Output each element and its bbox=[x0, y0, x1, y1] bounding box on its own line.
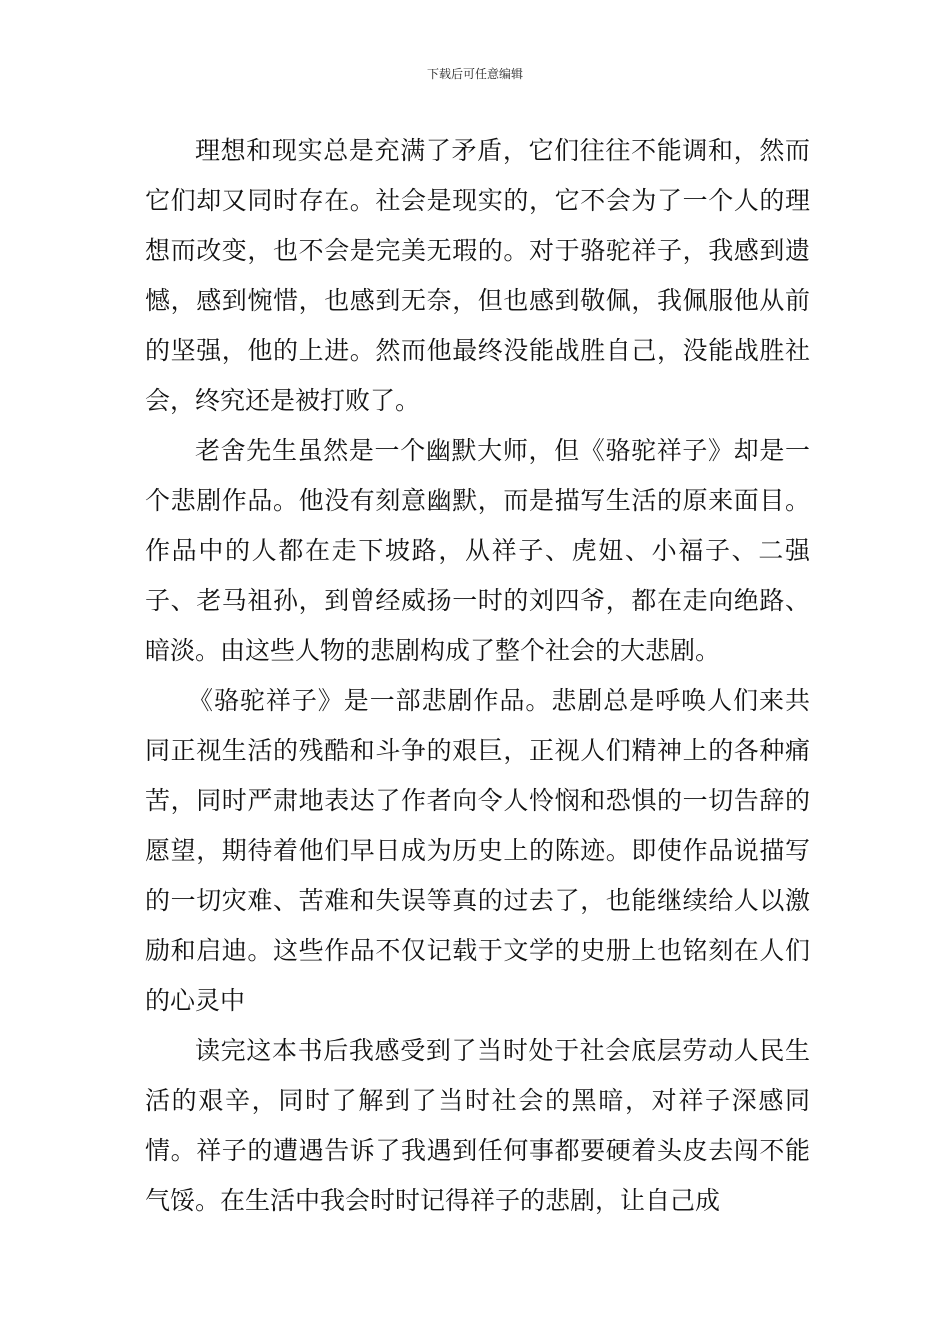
page-header: 下载后可任意编辑 bbox=[426, 67, 523, 81]
document-body bbox=[145, 126, 810, 1226]
paragraph-3: 《骆驼祥子》是一部悲剧作品。悲剧总是呼唤人们来共同正视生活的残酷和斗争的艰巨，正视人们精神上的各种痛苦，同时严肃地表达了作者向令人怜悯和恐惧的一切告辞的愿望，期待着他们早日成为历史上的陈迹。即使作品说描写的一切灾难、苦难和失误等真的过去了，也能继续给人以激励和启迪。这些作品不仅记载于文学的史册上也铭刻在人们的心灵中 bbox=[145, 686, 810, 1015]
paragraph-2: 老舍先生虽然是一个幽默大师，但《骆驼祥子》却是一个悲剧作品。他没有刻意幽默，而是描写生活的原来面目。作品中的人都在走下坡路，从祥子、虎妞、小福子、二强子、老马祖孙，到曾经威扬一时的刘四爷，都在走向绝路、暗淡。由这些人物的悲剧构成了整个社会的大悲剧。 bbox=[145, 436, 810, 665]
paragraph-4: 读完这本书后我感受到了当时处于社会底层劳动人民生活的艰辛，同时了解到了当时社会的黑暗，对祥子深感同情。祥子的遭遇告诉了我遇到任何事都要硬着头皮去闯不能气馁。在生活中我会时时记得祥子的悲剧，让自己成 bbox=[145, 1036, 810, 1215]
paragraph-1: 理想和现实总是充满了矛盾，它们往往不能调和，然而它们却又同时存在。社会是现实的，它不会为了一个人的理想而改变，也不会是完美无瑕的。对于骆驼祥子，我感到遗憾，感到惋惜，也感到无奈，但也感到敬佩，我佩服他从前的坚强，他的上进。然而他最终没能战胜自己，没能战胜社会，终究还是被打败了。 bbox=[145, 136, 810, 415]
